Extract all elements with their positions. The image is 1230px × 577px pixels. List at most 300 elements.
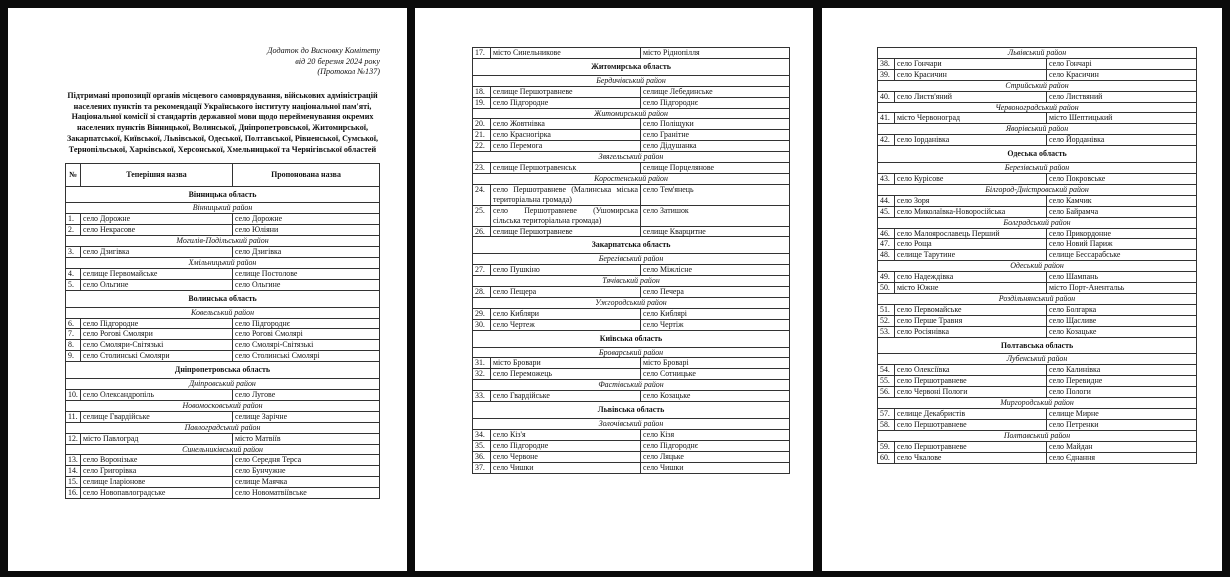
rayon-name: Червоноградський район: [878, 102, 1197, 113]
current-name: село Підгородне: [491, 440, 641, 451]
proposed-name: село Поліщуки: [641, 119, 790, 130]
current-name: село Курісове: [895, 173, 1047, 184]
row-number: 34.: [473, 429, 491, 440]
row-number: 33.: [473, 391, 491, 402]
row-number: 29.: [473, 308, 491, 319]
current-name: село Чертеж: [491, 319, 641, 330]
oblast-name: Львівська область: [473, 402, 790, 419]
row-number: 19.: [473, 97, 491, 108]
rayon-heading-row: [473, 173, 790, 184]
table-row: [66, 214, 380, 225]
proposed-name: село Столинські Смолярі: [233, 351, 380, 362]
oblast-heading-row: [66, 186, 380, 203]
row-number: 53.: [878, 326, 895, 337]
table-row: [66, 477, 380, 488]
oblast-heading-row: [473, 58, 790, 75]
rayon-name: Хмільницький район: [66, 258, 380, 269]
rayon-name: Полтавський район: [878, 430, 1197, 441]
rayon-heading-row: [473, 276, 790, 287]
current-name: село Надеждівка: [895, 272, 1047, 283]
rayon-name: Новомосковський район: [66, 400, 380, 411]
oblast-heading-row: [473, 237, 790, 254]
rayon-heading-row: [473, 347, 790, 358]
row-number: 41.: [878, 113, 895, 124]
table-row: [878, 283, 1197, 294]
proposed-name: місто Шептицький: [1047, 113, 1197, 124]
current-name: село Іорданівка: [895, 135, 1047, 146]
row-number: 44.: [878, 195, 895, 206]
document-title: Підтримані пропозиції органів місцевого самоврядування, військових адміністрацій населених пунктів та рекомендації Українського інституту національної пам'яті, Національної комісії зі стандартів державної мови щодо перейменування окремих населених пунктів Вінницької, Волинської, Дніпропетровської, Житомирської, Закарпатської, Київської, Львівської, Одеської, Полтавської, Рівненської, Сумської, Тернопільської, Харківської, Херсонської, Хмельницької та Чернігівської областей: [67, 90, 378, 154]
row-number: 31.: [473, 358, 491, 369]
table-row: [66, 247, 380, 258]
proposed-name: село Дідушанка: [641, 141, 790, 152]
rayon-heading-row: [66, 258, 380, 269]
proposed-name: село Підгороднє: [641, 97, 790, 108]
row-number: 51.: [878, 304, 895, 315]
rayon-name: Тячівський район: [473, 276, 790, 287]
table-row: [878, 441, 1197, 452]
proposed-name: село Сотницьке: [641, 369, 790, 380]
rayon-name: Фастівський район: [473, 380, 790, 391]
oblast-heading-row: [66, 290, 380, 307]
current-name: село Чишки: [491, 462, 641, 473]
row-number: 5.: [66, 279, 81, 290]
table-row: [66, 433, 380, 444]
table-row: [66, 279, 380, 290]
proposed-name: селище Лебединське: [641, 86, 790, 97]
table-row: [878, 250, 1197, 261]
table-header-row: [66, 163, 380, 186]
table-row: [473, 141, 790, 152]
current-name: село Першотравневе (Малинська міська територіальна громада): [491, 184, 641, 205]
table-row: [878, 206, 1197, 217]
renaming-table-page-1: [65, 163, 380, 499]
proposed-name: селище Мирне: [1047, 409, 1197, 420]
proposed-name: село Чишки: [641, 462, 790, 473]
rayon-heading-row: [66, 236, 380, 247]
table-row: [473, 226, 790, 237]
row-number: 35.: [473, 440, 491, 451]
table-row: [66, 268, 380, 279]
row-number: 56.: [878, 387, 895, 398]
table-row: [473, 163, 790, 174]
current-name: село Підгородне: [491, 97, 641, 108]
rayon-heading-row: [66, 422, 380, 433]
table-row: [473, 48, 790, 59]
oblast-heading-row: [878, 146, 1197, 163]
table-row: [878, 228, 1197, 239]
table-row: [473, 97, 790, 108]
current-name: село Перемога: [491, 141, 641, 152]
row-number: 20.: [473, 119, 491, 130]
current-name: село Зоря: [895, 195, 1047, 206]
proposed-name: село Козацьке: [641, 391, 790, 402]
rayon-heading-row: [473, 152, 790, 163]
proposed-name: село Бунчужне: [233, 466, 380, 477]
table-row: [878, 239, 1197, 250]
current-name: місто Южне: [895, 283, 1047, 294]
proposed-name: село Майдан: [1047, 441, 1197, 452]
current-name: селище Первомайське: [81, 268, 233, 279]
row-number: 47.: [878, 239, 895, 250]
rayon-name: Стрийський район: [878, 80, 1197, 91]
rayon-heading-row: [878, 163, 1197, 174]
current-name: село Пещера: [491, 287, 641, 298]
rayon-heading-row: [878, 102, 1197, 113]
row-number: 40.: [878, 91, 895, 102]
table-row: [878, 272, 1197, 283]
current-name: село Ольгине: [81, 279, 233, 290]
row-number: 23.: [473, 163, 491, 174]
rayon-heading-row: [878, 217, 1197, 228]
current-name: селище Першотравневе: [491, 226, 641, 237]
table-row: [878, 315, 1197, 326]
table-row: [66, 389, 380, 400]
proposed-name: село Смолярі-Світязькі: [233, 340, 380, 351]
proposed-name: село Середня Терса: [233, 455, 380, 466]
row-number: 7.: [66, 329, 81, 340]
table-row: [878, 69, 1197, 80]
current-name: село Першотравневе (Ушомирська сільська територіальна громада): [491, 205, 641, 226]
rayon-name: Ковельський район: [66, 307, 380, 318]
row-number: 26.: [473, 226, 491, 237]
current-name: місто Синельникове: [491, 48, 641, 59]
row-number: 60.: [878, 452, 895, 463]
proposed-name: село Байрамча: [1047, 206, 1197, 217]
table-row: [473, 119, 790, 130]
row-number: 27.: [473, 265, 491, 276]
row-number: 52.: [878, 315, 895, 326]
row-number: 49.: [878, 272, 895, 283]
oblast-name: Дніпропетровська область: [66, 362, 380, 379]
table-row: [473, 205, 790, 226]
rayon-name: Львівський район: [878, 48, 1197, 59]
rayon-heading-row: [878, 293, 1197, 304]
rayon-heading-row: [66, 444, 380, 455]
rayon-heading-row: [473, 419, 790, 430]
current-name: село Першотравневе: [895, 376, 1047, 387]
rayon-heading-row: [878, 124, 1197, 135]
current-name: село Червоні Пологи: [895, 387, 1047, 398]
current-name: місто Павлоград: [81, 433, 233, 444]
current-name: село Роща: [895, 239, 1047, 250]
current-name: селище Декабристів: [895, 409, 1047, 420]
table-row: [473, 429, 790, 440]
rayon-name: Яворівський район: [878, 124, 1197, 135]
oblast-name: Волинська область: [66, 290, 380, 307]
proposed-name: село Калинівка: [1047, 365, 1197, 376]
current-name: село Миколаївка-Новоросійська: [895, 206, 1047, 217]
proposed-name: селище Кварцитне: [641, 226, 790, 237]
proposed-name: село Гончарі: [1047, 58, 1197, 69]
rayon-name: Березівський район: [878, 163, 1197, 174]
row-number: 59.: [878, 441, 895, 452]
row-number: 36.: [473, 451, 491, 462]
table-row: [878, 58, 1197, 69]
table-row: [473, 369, 790, 380]
annex-note: [65, 46, 380, 78]
current-name: село Жовтнівка: [491, 119, 641, 130]
row-number: 8.: [66, 340, 81, 351]
proposed-name: село Киблярі: [641, 308, 790, 319]
current-name: село Кіз'я: [491, 429, 641, 440]
oblast-name: Полтавська область: [878, 337, 1197, 354]
row-number: 43.: [878, 173, 895, 184]
row-number: 38.: [878, 58, 895, 69]
table-row: [66, 225, 380, 236]
proposed-name: село Чертіж: [641, 319, 790, 330]
proposed-name: місто Матвіїв: [233, 433, 380, 444]
current-name: село Малоярославець Перший: [895, 228, 1047, 239]
proposed-name: село Козацьке: [1047, 326, 1197, 337]
current-name: село Новопавлоградське: [81, 488, 233, 499]
table-row: [66, 488, 380, 499]
oblast-heading-row: [878, 337, 1197, 354]
current-name: село Підгородне: [81, 318, 233, 329]
current-name: селище Іларіонове: [81, 477, 233, 488]
proposed-name: село Прикордонне: [1047, 228, 1197, 239]
table-row: [878, 409, 1197, 420]
proposed-name: село Лугове: [233, 389, 380, 400]
current-name: місто Червоноград: [895, 113, 1047, 124]
current-name: село Дзигівка: [81, 247, 233, 258]
rayon-heading-row: [878, 398, 1197, 409]
row-number: 42.: [878, 135, 895, 146]
rayon-name: Коростенський район: [473, 173, 790, 184]
current-name: село Пушкіно: [491, 265, 641, 276]
table-row: [66, 455, 380, 466]
proposed-name: село Красичин: [1047, 69, 1197, 80]
rayon-name: Бердичівський район: [473, 75, 790, 86]
table-row: [66, 466, 380, 477]
rayon-heading-row: [66, 400, 380, 411]
rayon-name: Житомирський район: [473, 108, 790, 119]
renaming-table-page-3: [877, 47, 1197, 464]
rayon-name: Болградський район: [878, 217, 1197, 228]
oblast-name: Одеська область: [878, 146, 1197, 163]
renaming-table-page-2: [472, 47, 790, 474]
proposed-name: село Болгарка: [1047, 304, 1197, 315]
proposed-name: село Юліяни: [233, 225, 380, 236]
proposed-name: місто Порт-Анентальь: [1047, 283, 1197, 294]
row-number: 54.: [878, 365, 895, 376]
document-page-3: [822, 8, 1222, 571]
oblast-name: Київська область: [473, 330, 790, 347]
row-number: 14.: [66, 466, 81, 477]
current-name: селище Першотравенськ: [491, 163, 641, 174]
table-row: [878, 387, 1197, 398]
current-name: село Кибляри: [491, 308, 641, 319]
proposed-name: село Затишок: [641, 205, 790, 226]
row-number: 57.: [878, 409, 895, 420]
current-name: село Листв'яний: [895, 91, 1047, 102]
proposed-name: село Кізя: [641, 429, 790, 440]
row-number: 58.: [878, 419, 895, 430]
header-current-name: Теперішня назва: [81, 163, 233, 186]
proposed-name: село Новоматвіївське: [233, 488, 380, 499]
table-row: [66, 329, 380, 340]
rayon-heading-row: [66, 307, 380, 318]
table-row: [473, 287, 790, 298]
row-number: 30.: [473, 319, 491, 330]
current-name: село Первомайське: [895, 304, 1047, 315]
row-number: 17.: [473, 48, 491, 59]
proposed-name: село Підгороднє: [233, 318, 380, 329]
header-proposed-name: Пропонована назва: [233, 163, 380, 186]
row-number: 32.: [473, 369, 491, 380]
rayon-name: Ужгородський район: [473, 297, 790, 308]
row-number: 21.: [473, 130, 491, 141]
proposed-name: село Шампань: [1047, 272, 1197, 283]
row-number: 4.: [66, 268, 81, 279]
rayon-heading-row: [66, 203, 380, 214]
row-number: 24.: [473, 184, 491, 205]
current-name: село Чкалове: [895, 452, 1047, 463]
current-name: село Росіянівка: [895, 326, 1047, 337]
proposed-name: село Підгороднє: [641, 440, 790, 451]
rayon-name: Лубенський район: [878, 354, 1197, 365]
current-name: село Першотравневе: [895, 441, 1047, 452]
current-name: селище Першотравневе: [491, 86, 641, 97]
row-number: 16.: [66, 488, 81, 499]
proposed-name: село Ольгине: [233, 279, 380, 290]
rayon-name: Павлоградський район: [66, 422, 380, 433]
row-number: 48.: [878, 250, 895, 261]
current-name: село Гончари: [895, 58, 1047, 69]
row-number: 28.: [473, 287, 491, 298]
row-number: 6.: [66, 318, 81, 329]
table-row: [878, 326, 1197, 337]
table-row: [66, 411, 380, 422]
row-number: 13.: [66, 455, 81, 466]
document-page-1: [8, 8, 407, 571]
proposed-name: село Камчик: [1047, 195, 1197, 206]
current-name: село Першотравневе: [895, 419, 1047, 430]
current-name: селище Тарутине: [895, 250, 1047, 261]
oblast-name: Закарпатська область: [473, 237, 790, 254]
table-row: [878, 452, 1197, 463]
table-row: [878, 419, 1197, 430]
rayon-heading-row: [878, 80, 1197, 91]
proposed-name: село Пологи: [1047, 387, 1197, 398]
proposed-name: село Йорданівка: [1047, 135, 1197, 146]
rayon-heading-row: [473, 254, 790, 265]
proposed-name: село Дзигівка: [233, 247, 380, 258]
current-name: місто Бровари: [491, 358, 641, 369]
rayon-name: Броварський район: [473, 347, 790, 358]
current-name: село Червоне: [491, 451, 641, 462]
proposed-name: село Єднання: [1047, 452, 1197, 463]
header-num: №: [66, 163, 81, 186]
rayon-heading-row: [878, 430, 1197, 441]
row-number: 25.: [473, 205, 491, 226]
current-name: село Воронізьке: [81, 455, 233, 466]
rayon-name: Звягельський район: [473, 152, 790, 163]
proposed-name: село Ляцьке: [641, 451, 790, 462]
rayon-name: Синельниківський район: [66, 444, 380, 455]
row-number: 3.: [66, 247, 81, 258]
table-row: [473, 130, 790, 141]
rayon-name: Могилів-Подільський район: [66, 236, 380, 247]
table-row: [473, 265, 790, 276]
current-name: село Рогові Смоляри: [81, 329, 233, 340]
row-number: 37.: [473, 462, 491, 473]
current-name: село Столинські Смоляри: [81, 351, 233, 362]
table-row: [473, 319, 790, 330]
rayon-name: Роздільнянський район: [878, 293, 1197, 304]
rayon-name: Вінницький район: [66, 203, 380, 214]
document-page-2: [415, 8, 813, 571]
row-number: 12.: [66, 433, 81, 444]
current-name: село Григорівка: [81, 466, 233, 477]
table-row: [878, 304, 1197, 315]
proposed-name: село Дорожне: [233, 214, 380, 225]
proposed-name: село Печера: [641, 287, 790, 298]
annex-line: Додаток до Висновку Комітету: [267, 46, 380, 55]
rayon-heading-row: [473, 108, 790, 119]
table-row: [473, 86, 790, 97]
table-row: [878, 376, 1197, 387]
rayon-name: Берегівський район: [473, 254, 790, 265]
annex-line: від 20 березня 2024 року: [295, 56, 380, 66]
current-name: село Гвардійське: [491, 391, 641, 402]
proposed-name: селище Зарічне: [233, 411, 380, 422]
rayon-heading-row: [878, 48, 1197, 59]
current-name: село Смоляри-Світязькі: [81, 340, 233, 351]
table-row: [878, 195, 1197, 206]
row-number: 45.: [878, 206, 895, 217]
row-number: 15.: [66, 477, 81, 488]
table-row: [473, 440, 790, 451]
table-row: [473, 184, 790, 205]
oblast-name: Вінницька область: [66, 186, 380, 203]
proposed-name: місто Броварі: [641, 358, 790, 369]
proposed-name: село Рогові Смолярі: [233, 329, 380, 340]
rayon-heading-row: [66, 379, 380, 390]
proposed-name: село Перевидне: [1047, 376, 1197, 387]
row-number: 39.: [878, 69, 895, 80]
current-name: село Дорожне: [81, 214, 233, 225]
table-row: [66, 318, 380, 329]
row-number: 2.: [66, 225, 81, 236]
proposed-name: село Щасливе: [1047, 315, 1197, 326]
row-number: 55.: [878, 376, 895, 387]
proposed-name: селище Бессарабське: [1047, 250, 1197, 261]
current-name: село Красногірка: [491, 130, 641, 141]
rayon-heading-row: [878, 261, 1197, 272]
proposed-name: селище Порцелянове: [641, 163, 790, 174]
row-number: 18.: [473, 86, 491, 97]
rayon-name: Одеський район: [878, 261, 1197, 272]
table-row: [473, 308, 790, 319]
row-number: 1.: [66, 214, 81, 225]
row-number: 46.: [878, 228, 895, 239]
proposed-name: місто Ріднопілля: [641, 48, 790, 59]
current-name: селище Гвардійське: [81, 411, 233, 422]
row-number: 10.: [66, 389, 81, 400]
proposed-name: село Тем'янець: [641, 184, 790, 205]
table-row: [473, 358, 790, 369]
row-number: 11.: [66, 411, 81, 422]
proposed-name: село Міжлісне: [641, 265, 790, 276]
table-row: [473, 462, 790, 473]
table-row: [878, 91, 1197, 102]
proposed-name: село Новий Париж: [1047, 239, 1197, 250]
row-number: 9.: [66, 351, 81, 362]
proposed-name: село Гранітне: [641, 130, 790, 141]
current-name: село Некрасове: [81, 225, 233, 236]
row-number: 50.: [878, 283, 895, 294]
